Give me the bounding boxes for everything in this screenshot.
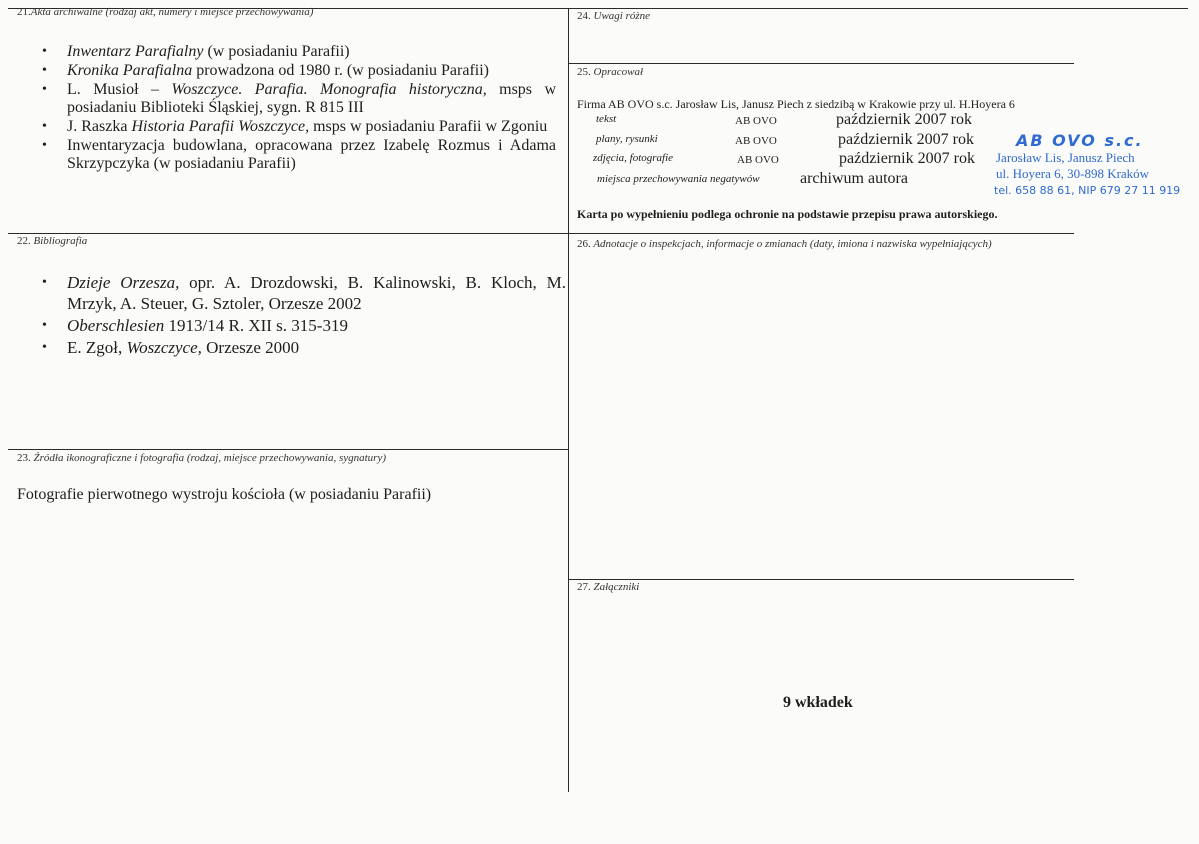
- section-26-label: 26. Adnotacje o inspekcjach, informacje o zmianach (daty, imiona i nazwiska wypełniających): [577, 238, 992, 250]
- row-date-plany: październik 2007 rok: [838, 131, 974, 148]
- section-22-label: 22. Bibliografia: [17, 235, 88, 247]
- divider-25-26: [568, 233, 1074, 234]
- divider-24-25: [568, 63, 1074, 64]
- negatives-value: archiwum autora: [800, 170, 908, 187]
- row-who-tekst: AB OVO: [735, 115, 777, 127]
- row-who-plany: AB OVO: [735, 135, 777, 147]
- stamp-line-1: AB OVO s.c.: [1016, 131, 1144, 150]
- row-label-plany: plany, rysunki: [596, 133, 658, 145]
- negatives-label: miejsca przechowywania negatywów: [597, 173, 760, 185]
- list-item: • Inwentarz Parafialny (w posiadaniu Parafii): [42, 43, 350, 60]
- stamp-line-4: tel. 658 88 61, NIP 679 27 11 919: [994, 184, 1181, 197]
- row-who-zdjecia: AB OVO: [737, 154, 779, 166]
- divider-26-27: [568, 579, 1074, 580]
- attachments-count: 9 wkładek: [783, 694, 853, 711]
- row-label-tekst: tekst: [596, 113, 617, 125]
- section-22-list: [30, 272, 566, 359]
- list-item: • E. Zgoł, Woszczyce, Orzesze 2000: [42, 338, 300, 357]
- row-date-tekst: październik 2007 rok: [836, 111, 972, 128]
- copyright-note: Karta po wypełnieniu podlega ochronie na podstawie przepisu prawa autorskiego.: [577, 207, 998, 221]
- stamp-line-2: Jarosław Lis, Janusz Piech: [996, 150, 1135, 165]
- divider-22-23: [8, 449, 568, 450]
- row-label-zdjecia: zdjęcia, fotografie: [593, 152, 674, 164]
- section-25-label: 25. Opracował: [577, 66, 643, 78]
- row-date-zdjecia: październik 2007 rok: [839, 150, 975, 167]
- list-item: • Kronika Parafialna prowadzona od 1980 r. (w posiadaniu Parafii): [42, 62, 489, 79]
- list-item: • Oberschlesien 1913/14 R. XII s. 315-319: [42, 316, 348, 335]
- list-item: • Dzieje Orzesza, opr. A. Drozdowski, B. Kalinowski, B. Kloch, M. Mrzyk, A. Steuer, G. Sztoler, Orzesze 2002: [42, 273, 567, 313]
- section-27-label: 27. Załączniki: [577, 581, 640, 593]
- divider-21-22: [8, 233, 568, 234]
- column-divider: [568, 8, 569, 792]
- section-21-list: [30, 43, 556, 174]
- firm-line: Firma AB OVO s.c. Jarosław Lis, Janusz Piech z siedzibą w Krakowie przy ul. H.Hoyera 6: [577, 97, 1015, 111]
- list-item: • Inwentaryzacja budowlana, opracowana przez Izabelę Rozmus i Adama Skrzypczyka (w posiadaniu Parafii): [42, 137, 556, 172]
- stamp-line-3: ul. Hoyera 6, 30-898 Kraków: [996, 166, 1150, 181]
- section-21-label: 21.Akta archiwalne (rodzaj akt, numery i miejsce przechowywania): [17, 6, 314, 18]
- section-23-label: 23. Źródła ikonograficzne i fotografia (rodzaj, miejsce przechowywania, sygnatury): [17, 452, 386, 464]
- list-item: • J. Raszka Historia Parafii Woszczyce, msps w posiadaniu Parafii w Zgoniu: [42, 118, 548, 135]
- list-item: • L. Musioł – Woszczyce. Parafia. Monografia historyczna, msps w posiadaniu Biblioteki Śląskiej, sygn. R 815 III: [42, 81, 557, 116]
- section-23-body: Fotografie pierwotnego wystroju kościoła (w posiadaniu Parafii): [17, 486, 432, 503]
- section-24-label: 24. Uwagi różne: [577, 10, 651, 22]
